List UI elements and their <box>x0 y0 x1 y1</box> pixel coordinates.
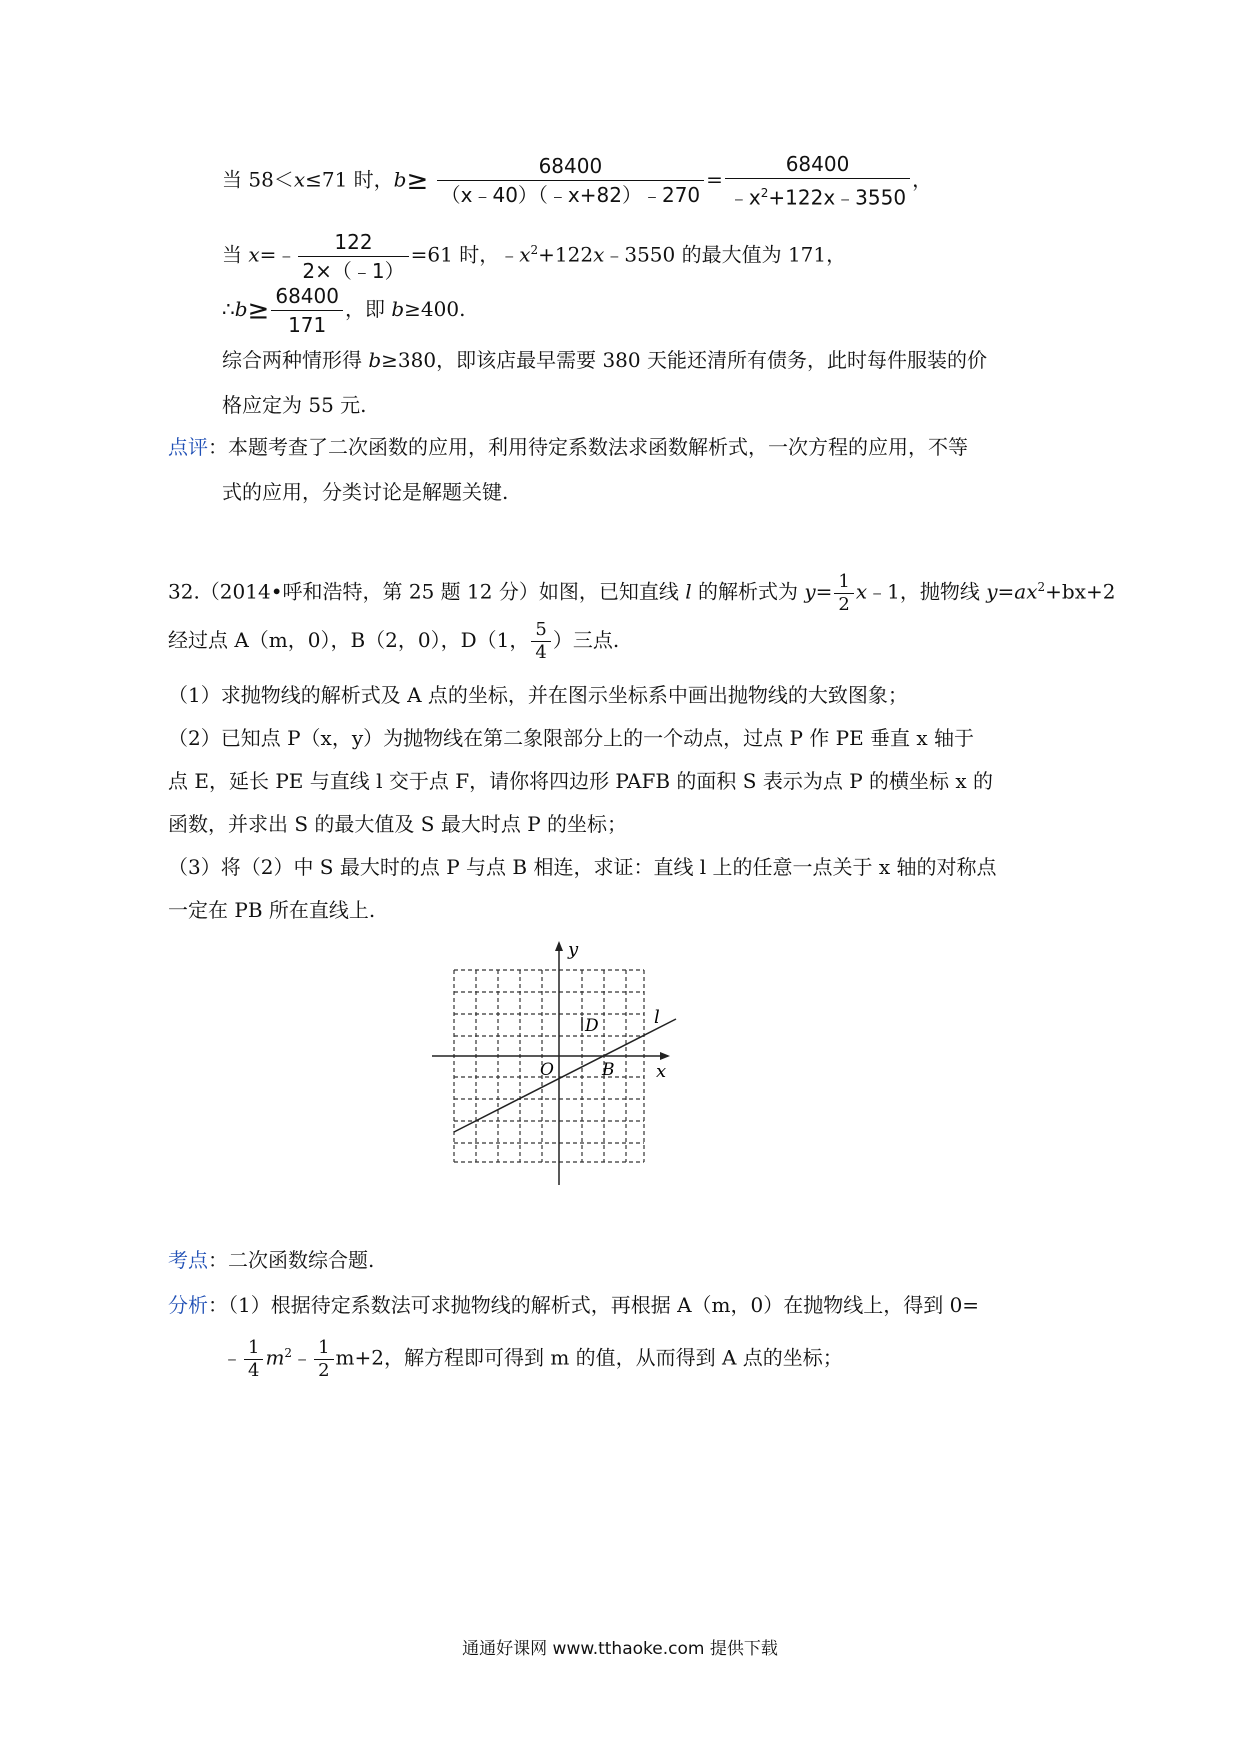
fraction-2-den-b: +122x﹣3550 <box>768 185 907 210</box>
comma: ， <box>912 167 933 192</box>
kaodian-text: 二次函数综合题. <box>228 1248 375 1272</box>
comment-text-1: 本题考查了二次函数的应用，利用待定系数法求函数解析式，一次方程的应用，不等 <box>228 435 968 459</box>
problem-line-2 <box>168 615 619 665</box>
fenxi-label: 分析 <box>168 1293 208 1317</box>
fraction-4-num: 68400 <box>271 282 343 311</box>
fenxi-line-1 <box>168 1290 979 1320</box>
var-x: x <box>855 579 868 604</box>
question-2-line-3: 函数，并求出 S 的最大值及 S 最大时点 P 的坐标； <box>168 812 628 836</box>
coordinate-grid-figure <box>420 935 690 1195</box>
fraction-1 <box>437 152 705 209</box>
question-3-line-2: 一定在 PB 所在直线上. <box>168 898 376 922</box>
var-b: b <box>234 297 248 321</box>
fraction-five-quarter <box>531 619 550 664</box>
fenxi-text-1: （1）根据待定系数法可求抛物线的解析式，再根据 A（m，0）在抛物线上，得到 0= <box>228 1293 980 1317</box>
var-y2: y <box>986 579 998 604</box>
var-x3: x <box>593 242 605 267</box>
comment-line-1 <box>168 432 968 462</box>
fraction-5-num: 5 <box>531 619 550 642</box>
max-suffix-c: ﹣3550 的最大值为 171， <box>604 242 847 267</box>
fraction-2-den: $﹣x^2+122x﹣3550$ <box>728 185 907 210</box>
x-axis-arrow-icon <box>660 1052 670 1060</box>
geq-symbol: ≥ <box>247 295 270 326</box>
fraction-3 <box>298 228 408 285</box>
fraction-2-num: 68400 <box>725 150 910 179</box>
problem-mid: 的解析式为 <box>691 579 805 604</box>
case-cond: ≤71 时， <box>305 167 394 192</box>
fraction-quarter-den: 4 <box>248 1359 260 1381</box>
fraction-4 <box>271 282 343 339</box>
var-b: b <box>368 348 382 372</box>
summary-line-2: 格应定为 55 元. <box>222 393 367 417</box>
label-l: l <box>654 1007 660 1028</box>
fraction-2 <box>725 150 910 212</box>
comment-line-2: 式的应用，分类讨论是解题关键. <box>222 480 509 504</box>
fenxi-text-2: m+2，解方程即可得到 m 的值，从而得到 A 点的坐标； <box>335 1345 843 1370</box>
question-2-line-1: （2）已知点 P（x，y）为抛物线在第二象限部分上的一个动点，过点 P 作 PE 垂直 x 轴于 <box>168 726 975 750</box>
fraction-3-num: 122 <box>298 228 408 257</box>
problem-intro: 32.（2014•呼和浩特，第 25 题 12 分）如图，已知直线 <box>168 579 686 604</box>
var-ax: ax <box>1014 579 1038 604</box>
fraction-quarter <box>244 1337 263 1382</box>
fraction-3-den: 2×（﹣1） <box>302 258 405 283</box>
colon: ： <box>208 1248 228 1272</box>
fraction-half-num: 1 <box>834 571 853 594</box>
therefore-suffix-b: ≥400. <box>404 297 466 321</box>
var-x: x <box>248 242 260 267</box>
problem-tail: +bx+2 <box>1045 579 1116 604</box>
max-suffix-b: +122 <box>538 242 594 267</box>
var-l: l <box>685 579 692 604</box>
var-m: m <box>265 1345 285 1370</box>
question-1: （1）求抛物线的解析式及 A 点的坐标，并在图示坐标系中画出抛物线的大致图象； <box>168 683 908 707</box>
case-prefix: 当 58＜ <box>222 167 294 192</box>
geq-symbol: ≥ <box>406 165 429 196</box>
line-l <box>454 1019 676 1132</box>
var-b: b <box>391 297 405 321</box>
question-2-line-2: 点 E，延长 PE 与直线 l 交于点 F，请你将四边形 PAFB 的面积 S 表示为点 P 的横坐标 x 的 <box>168 769 994 793</box>
fraction-2-den-a: ﹣x <box>728 185 761 210</box>
therefore-symbol: ∴ <box>222 297 235 321</box>
page-footer: 通通好课网 www.tthaoke.com 提供下载 <box>462 1639 778 1659</box>
label-y: y <box>568 939 579 960</box>
label-d: D <box>585 1016 599 1036</box>
comment-label: 点评 <box>168 435 208 459</box>
solution-case-line <box>222 150 932 212</box>
label-x: x <box>656 1061 667 1082</box>
max-suffix-a: =61 时，﹣ <box>410 242 520 267</box>
fraction-half-den: 2 <box>838 593 850 615</box>
max-prefix: 当 <box>222 242 249 267</box>
fraction-half-2-num: 1 <box>314 1337 333 1360</box>
fraction-half-2-den: 2 <box>318 1359 330 1381</box>
problem-points-end: ）三点. <box>552 628 620 652</box>
fenxi-minus-2: ﹣ <box>292 1345 313 1370</box>
solution-max-line: 当 x=﹣ $\frac{122}{2\times(﹣1)}$ =61 时，$﹣x^2+122x﹣3550$ 的最大值为 171， <box>222 229 847 283</box>
max-eq: =﹣ <box>259 242 297 267</box>
var-x2: x <box>519 242 531 267</box>
fraction-half <box>834 571 853 616</box>
problem-points: 经过点 A（m，0），B（2，0），D（1， <box>168 628 530 652</box>
label-origin: O <box>540 1060 554 1080</box>
summary-b: ≥380，即该店最早需要 380 天能还清所有债务，此时每件服装的价 <box>381 348 987 372</box>
summary-line-1 <box>222 345 987 375</box>
therefore-suffix-a: ，即 <box>344 297 392 321</box>
problem-mid-2: ﹣1，抛物线 <box>867 579 987 604</box>
fraction-4-den: 171 <box>288 313 327 337</box>
var-x: x <box>293 167 306 192</box>
y-axis-arrow-icon <box>555 941 563 951</box>
fraction-5-den: 4 <box>535 642 547 663</box>
summary-a: 综合两种情形得 <box>222 348 369 372</box>
fraction-quarter-num: 1 <box>244 1337 263 1360</box>
fenxi-minus-1: ﹣ <box>222 1345 242 1370</box>
var-y: y <box>804 579 816 604</box>
label-b: B <box>602 1060 615 1080</box>
problem-line-1: 32.（2014•呼和浩特，第 25 题 12 分）如图，已知直线 l 的解析式为 y= $\frac{1}{2}$ x﹣1，抛物线 $y=ax^2+bx+2$ <box>168 570 1116 615</box>
fraction-1-den: （x﹣40）（﹣x+82）﹣270 <box>440 183 701 208</box>
kaodian-label: 考点 <box>168 1248 208 1272</box>
fraction-half-2 <box>314 1337 333 1382</box>
question-3-line-1: （3）将（2）中 S 最大时的点 P 与点 B 相连，求证：直线 l 上的任意一点关于 x 轴的对称点 <box>168 855 997 879</box>
solution-therefore-line <box>222 282 465 339</box>
kaodian-line <box>168 1245 374 1275</box>
fraction-1-num: 68400 <box>437 152 705 181</box>
colon: ： <box>208 1293 228 1317</box>
fenxi-line-2: ﹣ $\frac{1}{4}$ $m^2﹣$ $\frac{1}{2}$ m+2，解方程即可得到 m 的值，从而得到 A 点的坐标； <box>222 1336 843 1381</box>
equals: = <box>706 167 723 192</box>
colon: ： <box>208 435 228 459</box>
var-b: b <box>393 167 407 192</box>
